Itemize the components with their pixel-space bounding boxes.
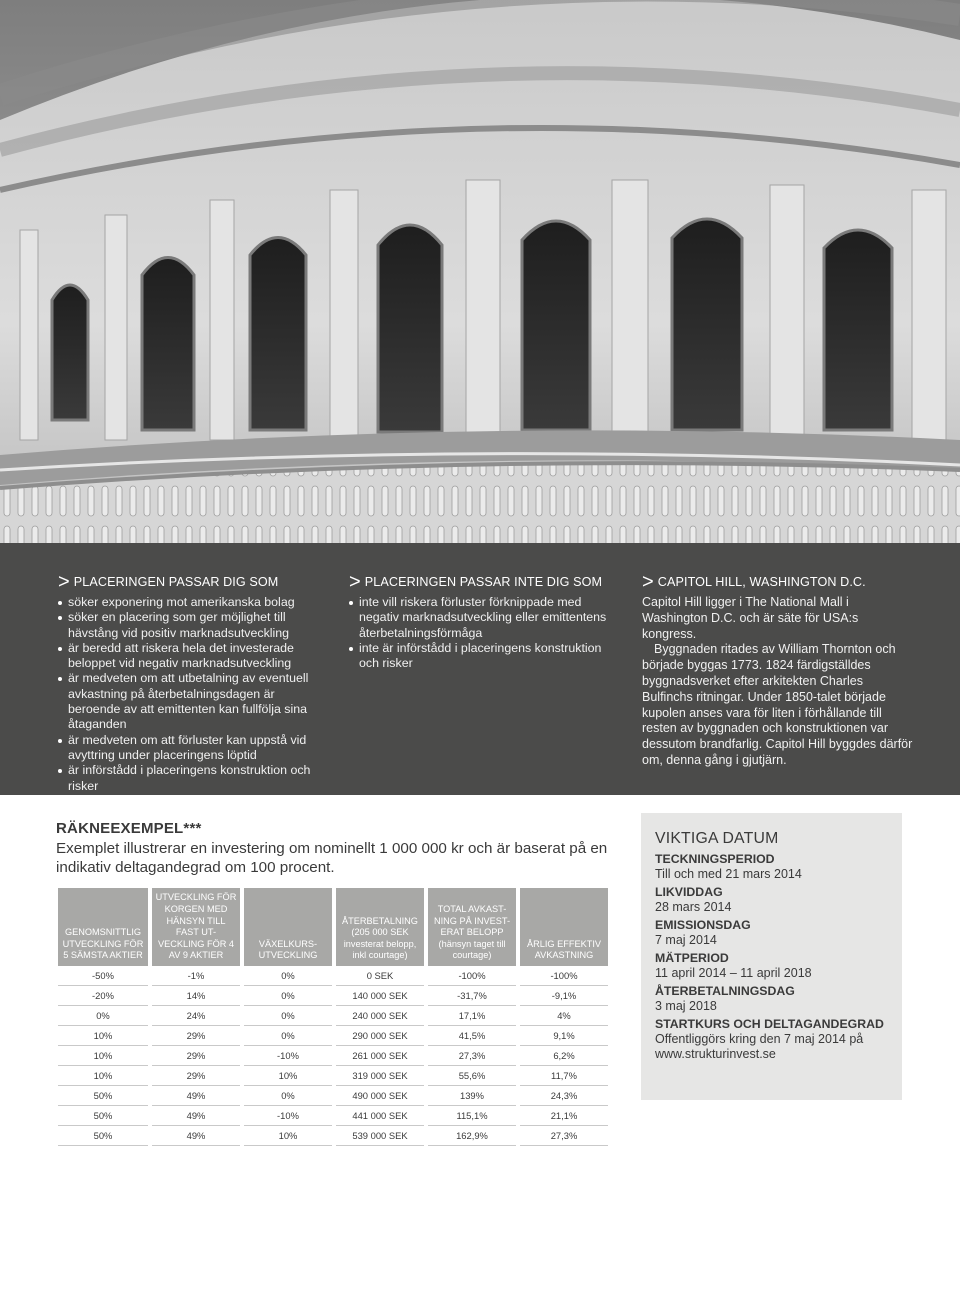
table-row [58,1086,608,1106]
date-label: MÄTPERIOD [655,951,729,965]
table-row [58,1066,608,1086]
table-cell: 0 SEK [334,966,426,986]
table-cell: 0% [58,1006,150,1026]
table-cell: 29% [150,1046,242,1066]
date-label: LIKVIDDAG [655,885,723,899]
table-cell: 240 000 SEK [334,1006,426,1026]
date-label: STARTKURS OCH DELTAGANDEGRAD [655,1017,884,1031]
table-cell: -100% [550,970,578,981]
table-cell: -50% [58,966,150,986]
calc-intro: Exemplet illustrerar en investering om nominellt 1 000 000 kr och är baserat på en indikativ deltagandegrad om 100 procent. [56,840,608,876]
not-suitable-heading: > PLACERINGEN PASSAR INTE DIG SOM [349,571,603,593]
table-cell: 10% [58,1066,150,1086]
capitol-hill-column [642,571,914,769]
calculation-example [56,820,616,877]
calc-title: RÄKNEEXEMPEL*** [56,820,202,837]
table-cell: 21,1% [518,1106,608,1126]
column-header: UTVECKLING FÖR KORGEN MED HÄNSYN TILL FAST UT-VECKLING FÖR 4 AV 9 AKTIER [150,888,242,966]
column-header: TOTAL AVKAST-NING PÅ INVEST-ERAT BELOPP (hänsyn taget till courtage) [426,888,518,966]
table-cell: -1% [150,966,242,986]
important-dates-box [641,813,902,1100]
table-cell: 11,7% [518,1066,608,1086]
table-cell: -20% [58,986,150,1006]
table-cell: 290 000 SEK [334,1026,426,1046]
suitable-heading: > PLACERINGEN PASSAR DIG SOM [58,571,279,593]
table-cell: 49% [150,1126,242,1146]
table-cell: -10% [242,1046,334,1066]
table-cell: 50% [58,1126,150,1146]
date-label: TECKNINGSPERIOD [655,852,775,866]
table-cell: -10% [242,1106,334,1126]
table-cell: 441 000 SEK [334,1106,426,1126]
table-cell: 50% [58,1106,150,1126]
table-cell: 24% [150,1006,242,1026]
list-item: söker en placering som ger möjlighet till hävstång vid positiv marknadsutveckling [58,610,320,641]
table-cell: 539 000 SEK [334,1126,426,1146]
list-item: är medveten om att utbetalning av eventuell avkastning på återbetalningsdagen är beroende av att emittenten kan fullfölja sina åtaganden [58,671,320,732]
not-suitable-column [349,571,621,671]
table-row [58,1106,608,1126]
capitol-dome-photo [0,0,960,543]
table-cell: 55,6% [426,1066,518,1086]
not-suitable-list [349,595,621,671]
table-row [58,986,608,1006]
table-row [58,1046,608,1066]
calculation-table [58,888,608,1146]
table-cell: 261 000 SEK [334,1046,426,1066]
table-cell: 27,3% [518,1126,608,1146]
list-item: söker exponering mot amerikanska bolag [58,595,320,610]
table-cell: 10% [58,1026,150,1046]
suitable-list [58,595,320,794]
table-cell: 50% [58,1086,150,1106]
date-value: 7 maj 2014 [655,933,717,947]
table-cell: 10% [242,1066,334,1086]
table-cell: 115,1% [426,1106,518,1126]
table-row [58,966,608,986]
table-cell: 17,1% [426,1006,518,1026]
table-cell: 29% [150,1066,242,1086]
list-item: är beredd att riskera hela det investerade beloppet vid negativ marknadsutveckling [58,641,320,672]
table-cell: 14% [150,986,242,1006]
list-item: är medveten om att förluster kan uppstå vid avyttring under placeringens löptid [58,733,320,764]
table-cell: -100% [426,966,518,986]
suitable-for-column [58,571,320,794]
table-cell: 9,1% [518,1026,608,1046]
table-cell: 319 000 SEK [334,1066,426,1086]
table-cell: 10% [58,1046,150,1066]
date-label: ÅTERBETALNINGSDAG [655,984,795,998]
table-cell: 10% [242,1126,334,1146]
table-cell: 6,2% [518,1046,608,1066]
table-cell: 4% [518,1006,608,1026]
capitol-heading: > CAPITOL HILL, WASHINGTON D.C. [642,571,866,593]
column-header: ÅRLIG EFFEKTIV AVKASTNING [518,888,608,966]
chevron-right-icon: > [58,571,70,593]
table-cell: 49% [150,1086,242,1106]
table-cell: 0% [242,966,334,986]
date-value: Till och med 21 mars 2014 [655,867,802,881]
chevron-right-icon: > [349,571,361,593]
table-cell: -31,7% [426,986,518,1006]
table-header-row [58,888,608,966]
table-cell: -9,1% [518,986,608,1006]
table-row [58,1026,608,1046]
table-cell: 29% [150,1026,242,1046]
table-cell: 0% [242,1086,334,1106]
info-band [0,543,960,795]
date-value: Offentliggörs kring den 7 maj 2014 på www.strukturinvest.se [655,1032,864,1061]
column-header: ÅTERBETALNING (205 000 SEK investerat belopp, inkl courtage) [334,888,426,966]
date-value: 3 maj 2018 [655,999,717,1013]
table-cell: 0% [242,986,334,1006]
table-cell: 0% [242,1006,334,1026]
date-label: EMISSIONSDAG [655,918,751,932]
column-header: GENOMSNITTLIG UTVECKLING FÖR 5 SÄMSTA AKTIER [58,888,150,966]
table-cell: 490 000 SEK [334,1086,426,1106]
table-cell: 41,5% [426,1026,518,1046]
chevron-right-icon: > [642,571,654,593]
date-value: 28 mars 2014 [655,900,732,914]
table-cell: 49% [150,1106,242,1126]
table-cell: 139% [426,1086,518,1106]
date-value: 11 april 2014 – 11 april 2018 [655,966,812,980]
capitol-paragraph: Capitol Hill ligger i The National Mall i Washington D.C. och är säte för USA:s kongress. [642,595,859,641]
table-row [58,1126,608,1146]
table-cell: 162,9% [426,1126,518,1146]
list-item: är införstådd i placeringens konstruktion och risker [58,763,320,794]
column-header: VÄXELKURS-UTVECKLING [242,888,334,966]
table-cell: 27,3% [426,1046,518,1066]
table-row [58,1006,608,1026]
dates-title: VIKTIGA DATUM [655,830,779,847]
list-item: inte är införstådd i placeringens konstruktion och risker [349,641,621,672]
table-cell: 24,3% [518,1086,608,1106]
table-cell: 0% [242,1026,334,1046]
capitol-paragraph: Byggnaden ritades av William Thornton och började byggas 1773. 1824 färdigställdes byggnadsverket efter arkitekten Charles Bulfinchs ritningar. Under 1850-talet började kupolen anses vara för liten i förhållande till resten av byggnaden och konstruktionen var dessutom brandfarlig. Capitol Hill byggdes därför om, denna gång i gjutjärn. [642,642,913,767]
list-item: inte vill riskera förluster förknippade med negativ marknadsutveckling eller emittentens återbetalningsförmåga [349,595,621,641]
table-cell: 140 000 SEK [334,986,426,1006]
